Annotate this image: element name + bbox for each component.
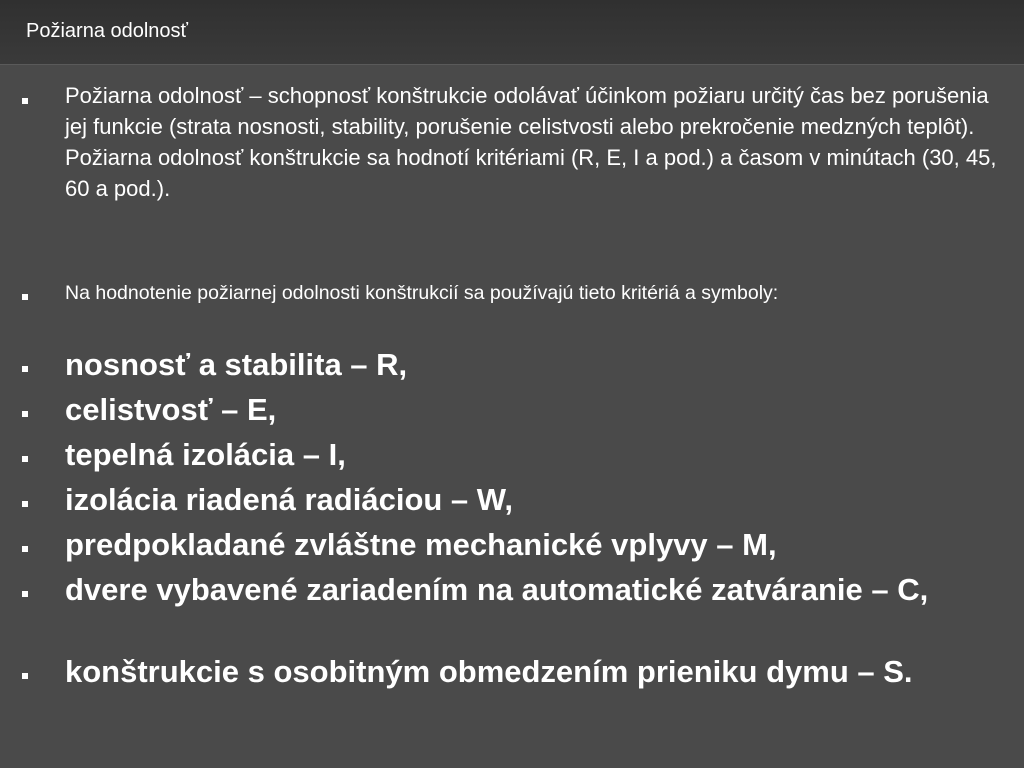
bullet-icon — [22, 294, 28, 300]
intro-paragraph: Požiarna odolnosť – schopnosť konštrukcie odolávať účinkom požiaru určitý čas bez porušenia jej funkcie (strata nosnosti, stability, porušenie celistvosti alebo prekročenie medzných teplôt). Požiarna odolnosť konštrukcie sa hodnotí kritériami (R, E, I a pod.) a časom v minútach (30, 45, 60 a pod.). — [65, 83, 997, 201]
bullet-icon — [22, 456, 28, 462]
criteria-intro: Na hodnotenie požiarnej odolnosti konštrukcií sa používajú tieto kritériá a symboly: — [65, 282, 779, 304]
bullet-icon — [22, 591, 28, 597]
slide-title-bar — [0, 0, 1024, 65]
bullet-icon — [22, 546, 28, 552]
criteria-label: dvere vybavené zariadením na automatické zatváranie – C, — [65, 572, 929, 607]
criteria-label: predpokladané zvláštne mechanické vplyvy – M, — [65, 527, 777, 562]
bullet-icon — [22, 366, 28, 372]
bullet-icon — [22, 673, 28, 679]
criteria-label: konštrukcie s osobitným obmedzením prieniku dymu – S. — [65, 654, 913, 689]
criteria-label: celistvosť – E, — [65, 392, 277, 427]
bullet-icon — [22, 501, 28, 507]
bullet-icon — [22, 98, 28, 104]
criteria-label: tepelná izolácia – I, — [65, 437, 346, 472]
criteria-label: izolácia riadená radiáciou – W, — [65, 482, 513, 517]
criteria-label: nosnosť a stabilita – R, — [65, 347, 408, 382]
slide-title: Požiarna odolnosť — [26, 20, 189, 42]
bullet-icon — [22, 411, 28, 417]
